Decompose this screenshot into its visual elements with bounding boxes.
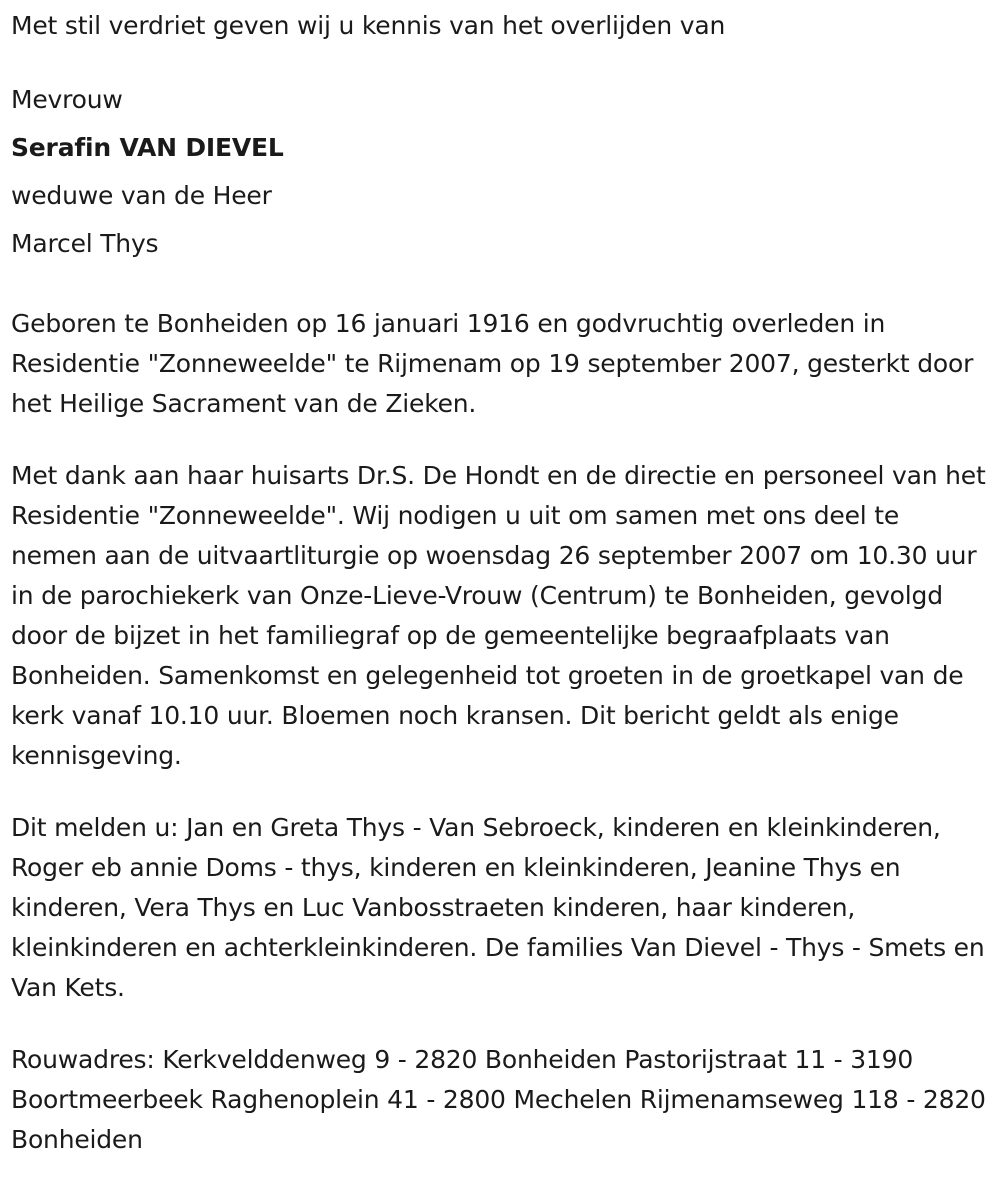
spacer [11, 776, 990, 808]
thanks-funeral-paragraph: Met dank aan haar huisarts Dr.S. De Hondt en de directie en personeel van het Residentie "Zonneweelde". Wij nodigen u uit om samen met ons deel te nemen aan de uitvaartliturgie op woensdag 26 september 2007 om 10.30 uur in de parochiekerk van Onze-Lieve-Vrouw (Centrum) te Bonheiden, gevolgd door de bijzet in het familiegraf op de gemeentelijke begraafplaats van Bonheiden. Samenkomst en gelegenheid tot groeten in de groetkapel van de kerk vanaf 10.10 uur. Bloemen noch kransen. Dit bericht geldt als enige kennisgeving. [11, 461, 986, 770]
spacer [11, 44, 990, 76]
spacer [11, 424, 990, 456]
intro-text: Met stil verdriet geven wij u kennis van het overlijden van [11, 11, 726, 40]
spacer [11, 268, 990, 304]
spouse-name: Marcel Thys [11, 229, 159, 258]
birth-death-paragraph: Geboren te Bonheiden op 16 januari 1916 en godvruchtig overleden in Residentie "Zonneweelde" te Rijmenam op 19 september 2007, gesterkt door het Heilige Sacrament van de Zieken. [11, 309, 974, 418]
deceased-name: Serafin VAN DIEVEL [11, 133, 284, 162]
relation-text: weduwe van de Heer [11, 181, 272, 210]
mourning-address: Rouwadres: Kerkvelddenweg 9 - 2820 Bonheiden Pastorijstraat 11 - 3190 Boortmeerbeek Raghenoplein 41 - 2800 Mechelen Rijmenamseweg 118 - 2820 Bonheiden [11, 1045, 986, 1154]
spacer [11, 1008, 990, 1040]
family-paragraph: Dit melden u: Jan en Greta Thys - Van Sebroeck, kinderen en kleinkinderen, Roger eb annie Doms - thys, kinderen en kleinkinderen, Jeanine Thys en kinderen, Vera Thys en Luc Vanbosstraeten kinderen, haar kinderen, kleinkinderen en achterkleinkinderen. De families Van Dievel - Thys - Smets en Van Kets. [11, 813, 985, 1002]
title-prefix: Mevrouw [11, 85, 123, 114]
